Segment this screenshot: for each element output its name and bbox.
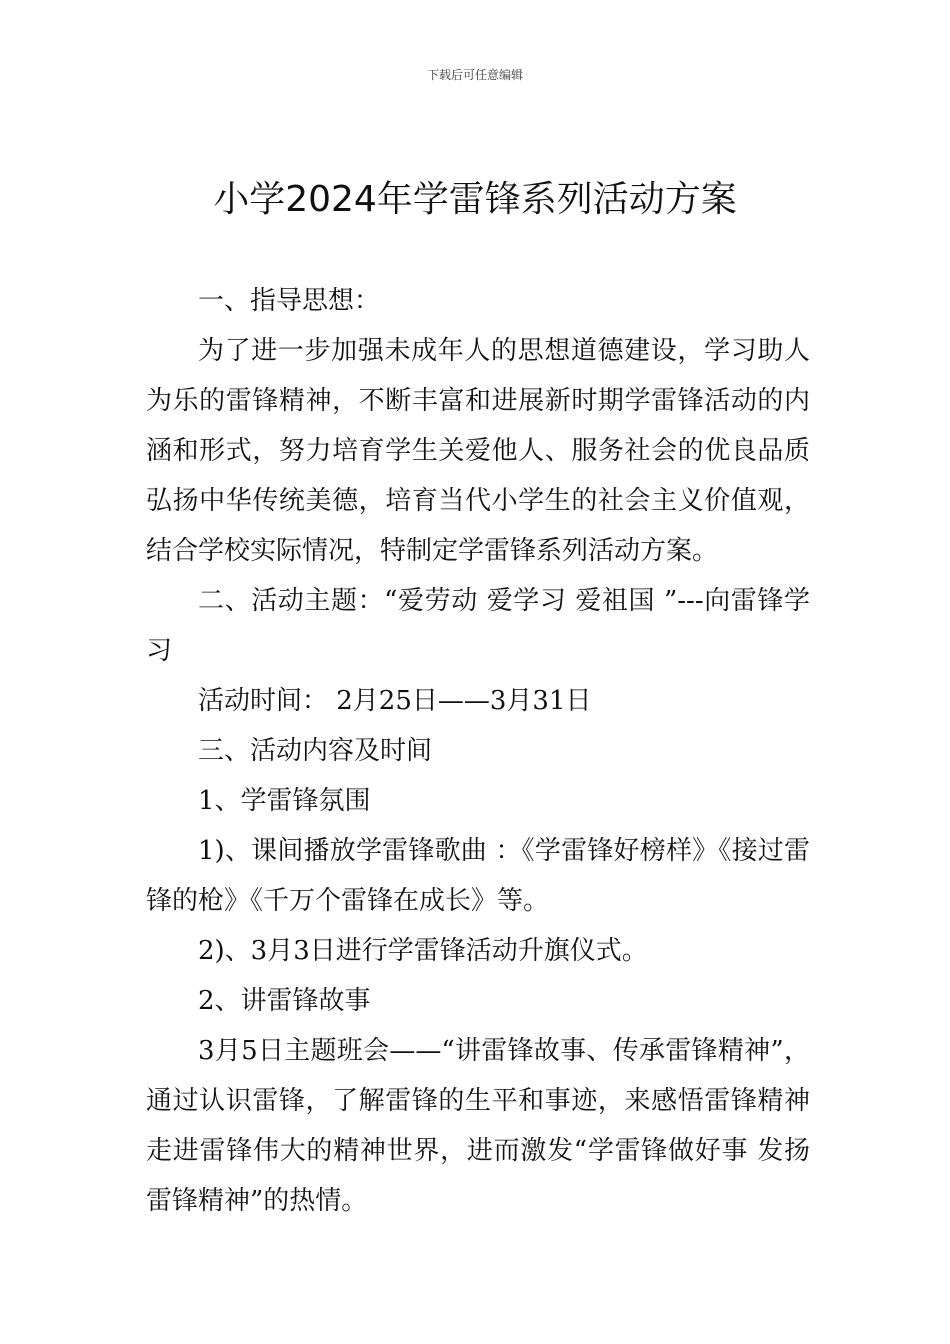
document-title: 小学2024年学雷锋系列活动方案: [213, 179, 737, 220]
paragraph-class-meeting: 3月5日主题班会——“讲雷锋故事、传承雷锋精神”，通过认识雷锋，了解雷锋的生平和事迹，来感悟雷锋精神走进雷锋伟大的精神世界，进而激发“学雷锋做好事 发扬雷锋精神”的热情。: [146, 1036, 810, 1216]
subheading-atmosphere: 1、学雷锋氛围: [198, 786, 371, 816]
heading-activity-content: 三、活动内容及时间: [198, 736, 433, 766]
paragraph-purpose: 为了进一步加强未成年人的思想道德建设，学习助人为乐的雷锋精神，不断丰富和进展新时期学雷锋活动的内涵和形式，努力培育学生关爱他人、服务社会的优良品质弘扬中华传统美德，培育当代小学生的社会主义价值观，结合学校实际情况，特制定学雷锋系列活动方案。: [146, 336, 810, 566]
item-songs: 1)、课间播放学雷锋歌曲 ：《学雷锋好榜样》《接过雷锋的枪》《千万个雷锋在成长》等。: [146, 836, 810, 916]
heading-guiding-ideology: 一、指导思想：: [198, 286, 381, 316]
activity-time: 活动时间： 2月25日——3月31日: [198, 686, 592, 716]
page-header-note: 下载后可任意编辑: [426, 68, 523, 82]
document-body: [146, 276, 810, 1226]
subheading-stories: 2、讲雷锋故事: [198, 986, 371, 1016]
item-flag-ceremony: 2)、3月3日进行学雷锋活动升旗仪式。: [198, 936, 648, 966]
heading-activity-theme: 二、活动主题：“爱劳动 爱学习 爱祖国 ”---向雷锋学习: [146, 586, 810, 666]
